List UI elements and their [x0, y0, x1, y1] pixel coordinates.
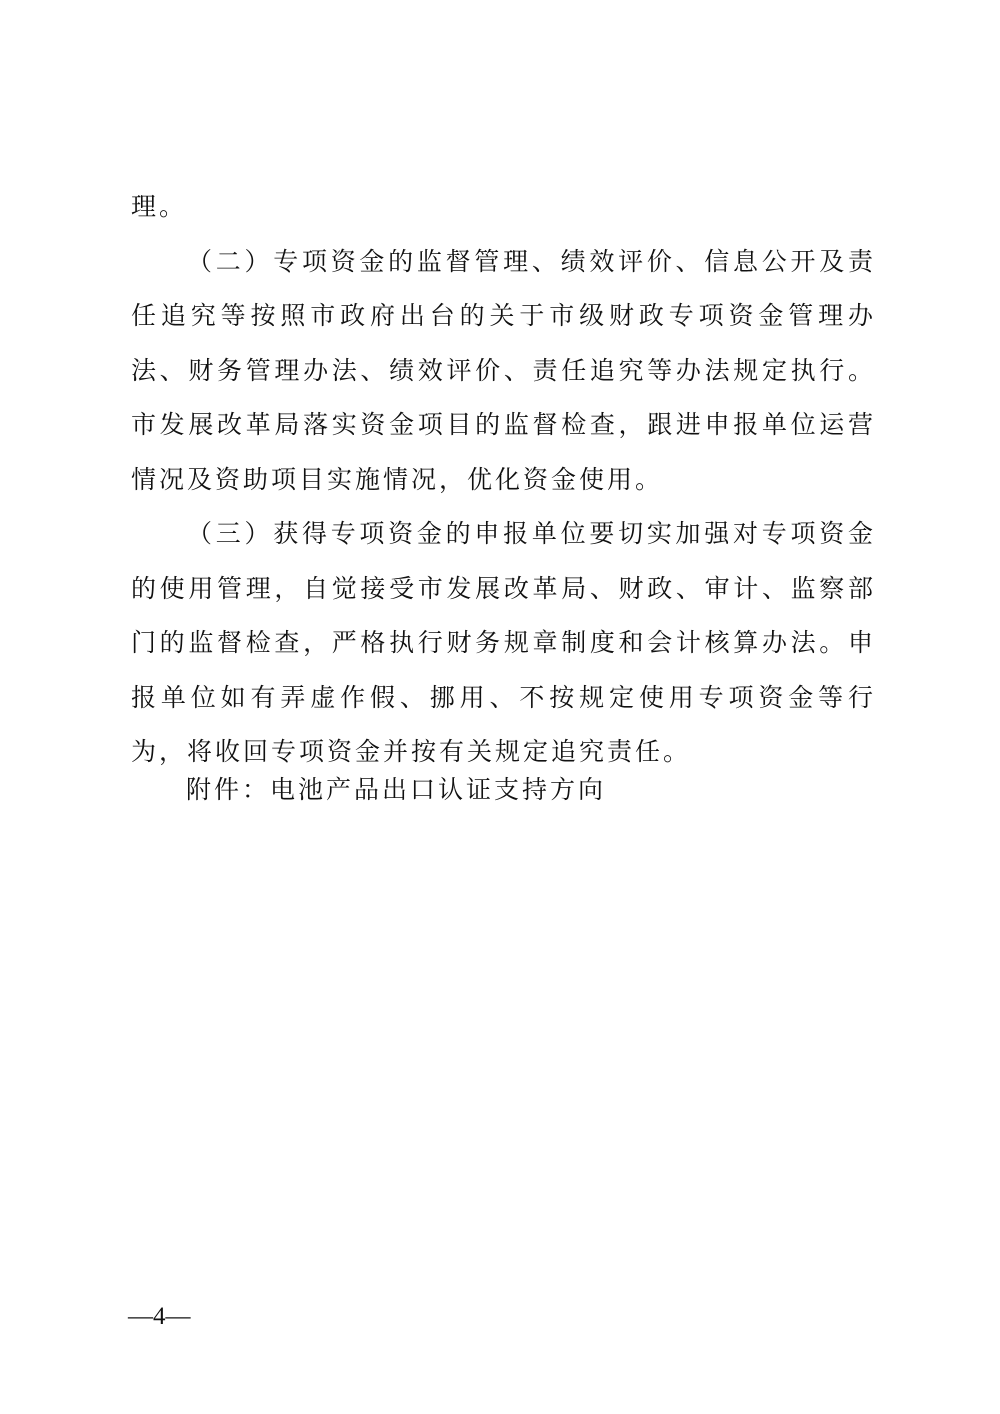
paragraph-two: （二）专项资金的监督管理、绩效评价、信息公开及责任追究等按照市政府出台的关于市级财政专项资金管理办法、财务管理办法、绩效评价、责任追究等办法规定执行。市发展改革局落实资金项目的监督检查，跟进申报单位运营情况及资助项目实施情况，优化资金使用。 [131, 246, 876, 494]
attachment-line: 附件：电池产品出口认证支持方向 [186, 775, 607, 804]
continuation-text: 理。 [131, 192, 188, 221]
paragraph-three: （三）获得专项资金的申报单位要切实加强对专项资金的使用管理，自觉接受市发展改革局、财政、审计、监察部门的监督检查，严格执行财务规章制度和会计核算办法。申报单位如有弄虚作假、挪用、不按规定使用专项资金等行为，将收回专项资金并按有关规定追究责任。 [131, 519, 876, 766]
page-number: —4— [128, 1303, 191, 1330]
